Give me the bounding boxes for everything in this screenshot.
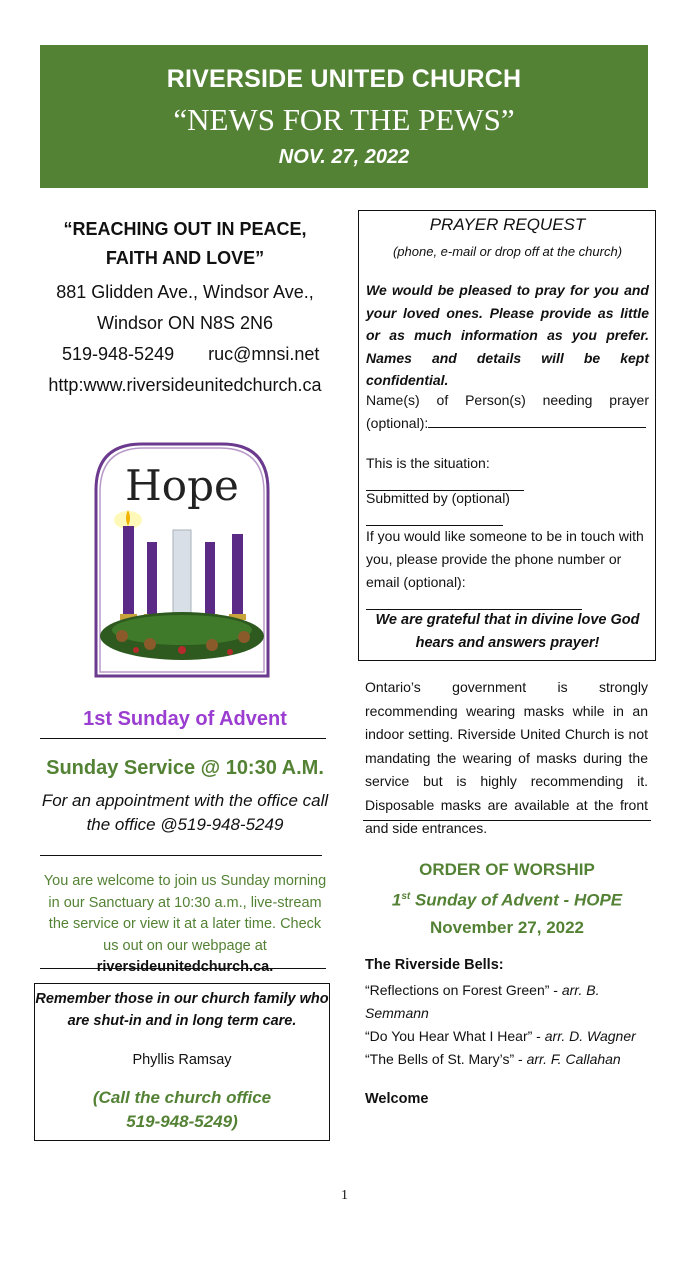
submitted-label: Submitted by (optional) xyxy=(366,490,510,506)
contact-line xyxy=(62,344,352,365)
shut-in-title: Remember those in our church family who are shut-in and in long term care. xyxy=(35,991,329,1029)
bells-item-arranger: arr. F. Callahan xyxy=(526,1051,621,1067)
church-motto: “REACHING OUT IN PEACE, FAITH AND LOVE” xyxy=(63,219,307,268)
address-line-1: 881 Glidden Ave., Windsor Ave., xyxy=(56,282,314,302)
names-label: Name(s) of Person(s) needing prayer (optional): xyxy=(366,392,649,431)
appointment-info: For an appointment with the office call the office @519-948-5249 xyxy=(41,791,329,834)
bells-item xyxy=(365,979,655,1025)
hope-word: Hope xyxy=(125,461,239,510)
bells-item-arranger: arr. D. Wagner xyxy=(544,1028,636,1044)
names-input-line[interactable] xyxy=(428,413,646,428)
sub-sup: st xyxy=(401,891,411,902)
names-field xyxy=(366,389,649,435)
bells-item-title: “Reflections on Forest Green” - xyxy=(365,982,562,998)
order-of-worship-subtitle xyxy=(358,883,656,914)
address-line-2: Windsor ON N8S 2N6 xyxy=(96,313,274,333)
church-name: RIVERSIDE UNITED CHURCH xyxy=(166,65,522,93)
prayer-request-subtitle: (phone, e-mail or drop off at the church) xyxy=(392,244,623,259)
website-link[interactable]: http:www.riversideunitedchurch.ca xyxy=(48,375,322,395)
prayer-request-intro: We would be pleased to pray for you and your loved ones. Please provide as little or as much information as you prefer. Names and details will be kept confidential. xyxy=(366,282,649,388)
masks-notice: Ontario’s government is strongly recommending wearing masks while in an indoor setting. Riverside United Church is not mandating the wearing of masks during the service but is highly recommending it. Disposable masks are available at the front and side entrances. xyxy=(365,679,648,836)
hope-advent-wreath-image xyxy=(92,430,272,680)
bells-item xyxy=(365,1025,655,1048)
contact-label: If you would like someone to be in touch with you, please provide the phone number or email (optional): xyxy=(366,528,644,590)
contact-field xyxy=(366,525,649,617)
bells-item-title: “Do You Hear What I Hear” - xyxy=(365,1028,545,1044)
welcome-text-body: You are welcome to join us Sunday morning in our Sanctuary at 10:30 a.m., live-stream the service or view it at a later time. Check us out on our webpage at xyxy=(43,873,327,954)
submitted-input-line[interactable] xyxy=(366,511,503,526)
sub-num: 1 xyxy=(391,890,402,910)
call-line-2: 519-948-5249) xyxy=(126,1112,238,1131)
newsletter-title: “NEWS FOR THE PEWS” xyxy=(173,102,515,137)
welcome-text xyxy=(40,871,330,979)
bells-list xyxy=(365,979,655,1071)
call-line-1: (Call the church office xyxy=(92,1088,272,1107)
prayer-request-box xyxy=(358,210,656,661)
service-time: Sunday Service @ 10:30 A.M. xyxy=(46,757,324,779)
prayer-request-title: PRAYER REQUEST xyxy=(429,215,586,234)
order-of-worship-date: November 27, 2022 xyxy=(429,917,585,937)
prayer-grateful-text: We are grateful that in divine love God hears and answers prayer! xyxy=(375,612,640,651)
page-number: 1 xyxy=(341,1188,348,1203)
divider xyxy=(40,738,326,739)
divider xyxy=(40,855,322,856)
contact-input-line[interactable] xyxy=(366,595,582,610)
shut-in-call-info xyxy=(35,1086,329,1134)
phone-number: 519-948-5249 xyxy=(62,344,175,364)
newsletter-date: NOV. 27, 2022 xyxy=(278,146,410,168)
advent-title: 1st Sunday of Advent xyxy=(83,708,287,730)
bells-item-arranger: arr. B. Semmann xyxy=(365,982,600,1021)
sub-rest: Sunday of Advent - HOPE xyxy=(410,890,623,910)
divider xyxy=(40,968,326,969)
bells-item xyxy=(365,1048,655,1071)
shut-in-name: Phyllis Ramsay xyxy=(132,1052,232,1068)
newsletter-header xyxy=(40,45,648,188)
order-of-worship-title: ORDER OF WORSHIP xyxy=(419,860,595,879)
webpage-link[interactable]: riversideunitedchurch.ca. xyxy=(96,959,274,975)
order-of-worship-heading xyxy=(358,856,656,941)
situation-label: This is the situation: xyxy=(366,455,490,471)
email-address: ruc@mnsi.net xyxy=(208,344,320,364)
divider xyxy=(363,820,651,821)
shut-in-box xyxy=(34,983,330,1141)
welcome-item: Welcome xyxy=(365,1091,429,1107)
bells-item-title: “The Bells of St. Mary’s” - xyxy=(365,1051,527,1067)
bells-heading: The Riverside Bells: xyxy=(365,957,504,973)
